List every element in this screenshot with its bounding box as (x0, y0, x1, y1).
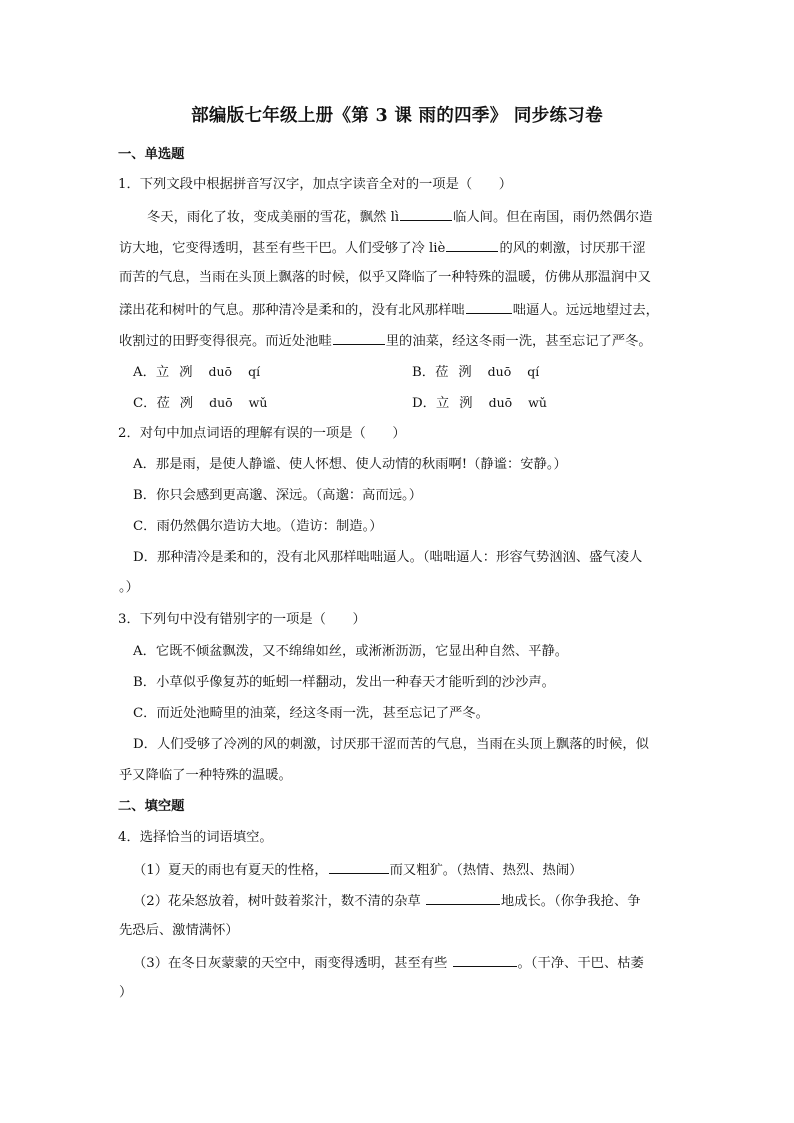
q2-option-d-continued: 。） (119, 580, 139, 595)
q1-passage-line-4: 漾出花和树叶的气息。那种清冷是柔和的，没有北风那样咄 咄逼人。远远地望过去， (119, 299, 659, 321)
section-heading-fill-in: 二、填空题 (118, 799, 185, 814)
q4-item-3-continued: ） (119, 985, 133, 1000)
q4-item-2: （2）花朵怒放着，树叶鼓着浆汁，数不清的杂草 地成长。（你争我抢、争 (133, 890, 641, 912)
q3-option-c: C．而近处池畸里的油菜，经这冬雨一洗，甚至忘记了严冬。 (133, 706, 489, 721)
q4-item-2-continued: 先恐后、激情满怀） (119, 923, 239, 938)
page-title: 部编版七年级上册《第 3 课 雨的四季》 同步练习卷 (191, 106, 603, 126)
question-4-stem: 4．选择恰当的词语填空。 (118, 830, 273, 845)
fill-blank (453, 952, 517, 967)
fill-blank (466, 299, 512, 314)
q3-option-d-continued: 乎又降临了一种特殊的温暖。 (119, 768, 292, 783)
fill-blank (329, 859, 389, 874)
q2-option-b: B．你只会感到更高邈、深远。（高邈：高而远。） (133, 488, 423, 503)
q2-option-d: D．那种清冷是柔和的，没有北风那样咄咄逼人。（咄咄逼人：形容气势汹汹、盛气凌人 (133, 550, 643, 565)
question-1-stem: 1．下列文段中根据拼音写汉字，加点字读音全对的一项是（ ） (118, 177, 513, 192)
fill-blank (446, 237, 498, 252)
q1-passage-line-5: 收割过的田野变得很亮。而近处池畦 里的油菜，经这冬雨一洗，甚至忘记了严冬。 (119, 330, 652, 352)
q1-passage-line-2: 访大地，它变得透明，甚至有些干巴。人们受够了冷 liè 的风的刺激，讨厌那干涩 (119, 237, 646, 259)
q3-option-b: B．小草似乎像复苏的蚯蚓一样翻动，发出一种春天才能听到的沙沙声。 (133, 675, 555, 690)
fill-blank (426, 890, 500, 905)
q1-option-d: D．立 洌 duō wǔ (412, 395, 547, 411)
section-heading-single-choice: 一、单选题 (118, 147, 185, 162)
question-2-stem: 2．对句中加点词语的理解有误的一项是（ ） (118, 426, 406, 441)
q4-item-3: （3）在冬日灰蒙蒙的天空中，雨变得透明，甚至有些 。（干净、干巴、枯萎 (133, 952, 644, 974)
q1-option-a: A．立 冽 duō qí (133, 364, 261, 380)
q1-option-c: C．莅 冽 duō wǔ (133, 395, 268, 411)
question-3-stem: 3．下列句中没有错别字的一项是（ ） (118, 612, 366, 627)
q1-option-b: B．莅 洌 duō qí (412, 364, 540, 380)
q3-option-a: A．它既不倾盆飘泼，又不绵绵如丝，或淅淅沥沥，它显出种自然、平静。 (133, 644, 569, 659)
q2-option-c: C．雨仍然偶尔造访大地。（造访：制造。） (133, 519, 383, 534)
q1-passage-line-3: 而苦的气息，当雨在头顶上飘落的时候，似乎又降临了一种特殊的温暖，仿佛从那温润中又 (119, 270, 651, 285)
fill-blank (400, 206, 452, 221)
q1-passage-line-1: 冬天，雨化了妆，变成美丽的雪花，飘然 lì 临人间。但在南国，雨仍然偶尔造 (147, 206, 653, 228)
q3-option-d: D．人们受够了冷冽的风的刺激，讨厌那干涩而苦的气息，当雨在头顶上飘落的时候，似 (133, 737, 649, 752)
q2-option-a: A．那是雨，是使人静谧、使人怀想、使人动情的秋雨啊!（静谧：安静。） (133, 457, 567, 472)
q4-item-1: （1）夏天的雨也有夏天的性格， 而又粗犷。（热情、热烈、热闹） (133, 859, 582, 881)
fill-blank (333, 330, 385, 345)
